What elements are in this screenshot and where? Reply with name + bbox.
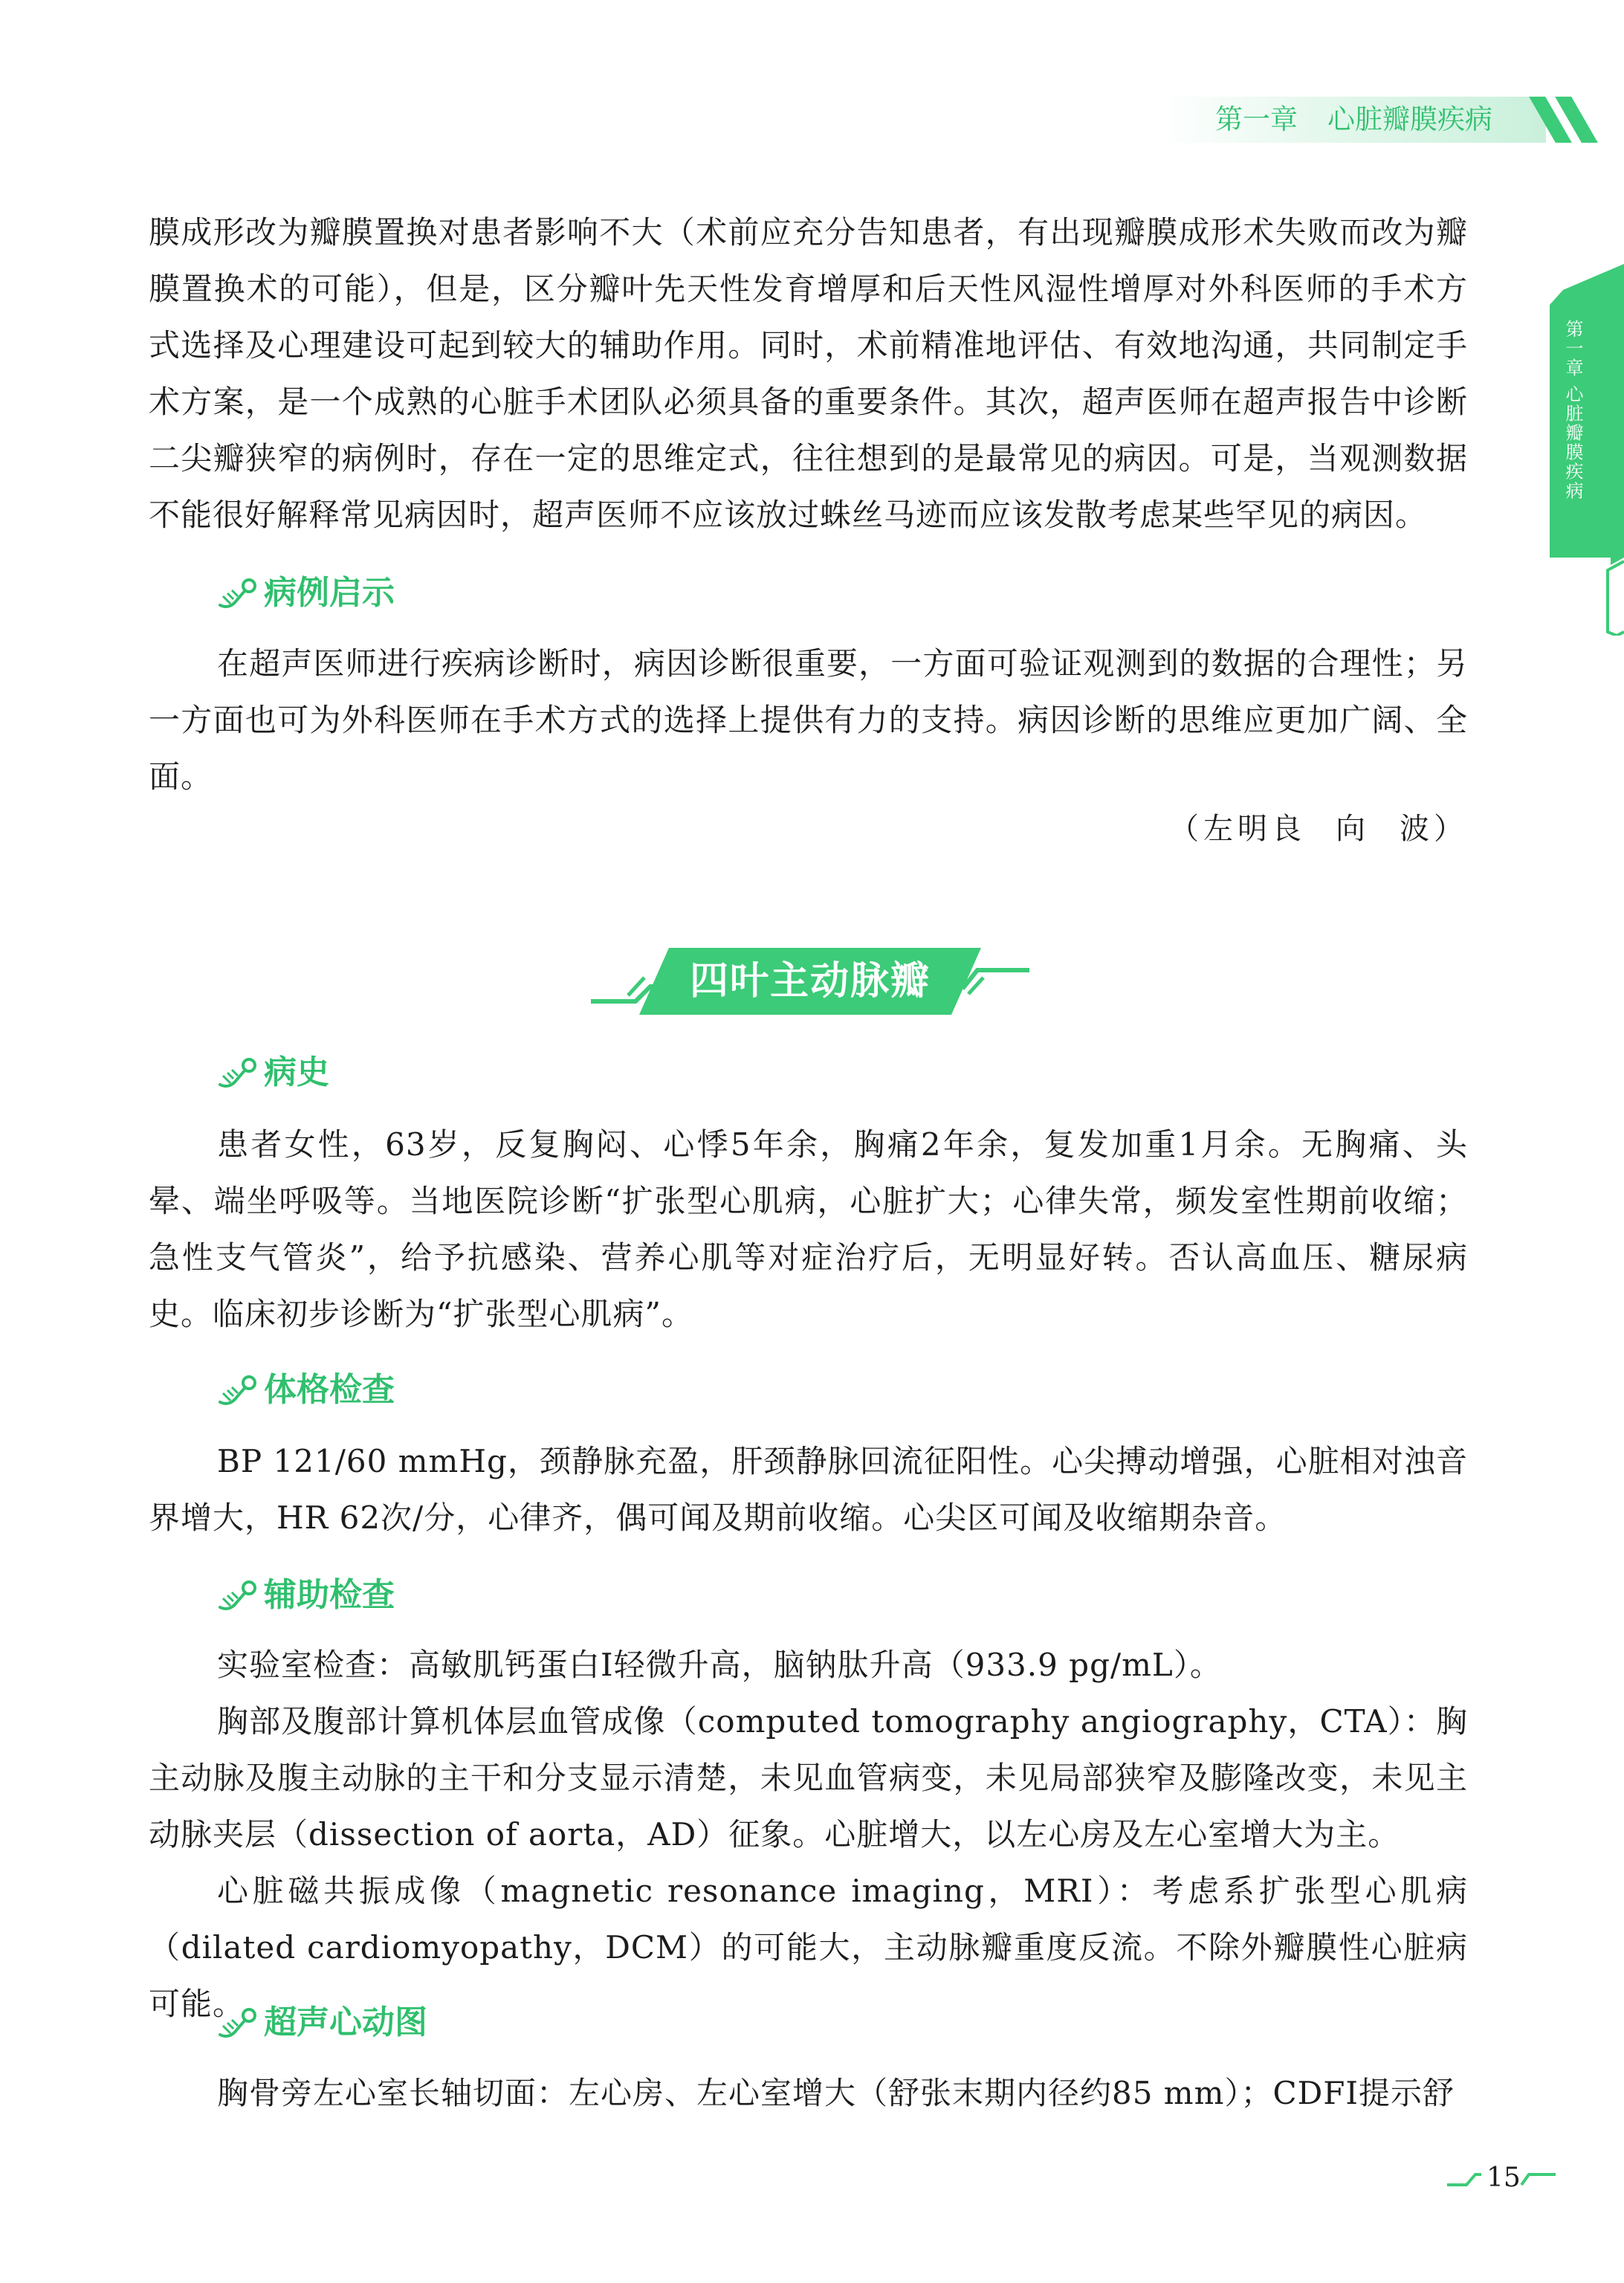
header-chapter: 第一章 [1215,103,1298,135]
physical-exam-text: BP 121/60 mmHg，颈静脉充盈，肝颈静脉回流征阳性。心尖搏动增强，心脏相对浊音界增大，HR 62次/分，心律齐，偶可闻及期前收缩。心尖区可闻及收缩期杂音。 [149,1443,1468,1536]
intro-paragraph: 膜成形改为瓣膜置换对患者影响不大（术前应充分告知患者，有出现瓣膜成形术失败而改为瓣膜置换术的可能），但是，区分瓣叶先天性发育增厚和后天性风湿性增厚对外科医师的手术方式选择及心理建设可起到较大的辅助作用。同时，术前精准地评估、有效地沟通，共同制定手术方案，是一个成熟的心脏手术团队必须具备的重要条件。其次，超声医师在超声报告中诊断二尖瓣狭窄的病例时，存在一定的思维定式，往往想到的是最常见的病因。可是，当观测数据不能很好解释常见病因时，超声医师不应该放过蛛丝马迹而应该发散考虑某些罕见的病因。 [149,214,1468,533]
page-number: 15 [1486,2163,1521,2193]
stethoscope-icon [216,1055,259,1091]
author-name-1: 左明良 [1203,812,1306,846]
stethoscope-icon [216,1372,259,1408]
chapter-header-banner [1159,97,1620,143]
side-tab-text: 第一章 心脏瓣膜疾病 [1562,320,1583,501]
stethoscope-icon [216,575,259,611]
history-text: 患者女性，63岁，反复胸闷、心悸5年余，胸痛2年余，复发加重1月余。无胸痛、头晕、端坐呼吸等。当地医院诊断“扩张型心肌病，心脏扩大；心律失常，频发室性期前收缩；急性支气管炎”，给予抗感染、营养心肌等对症治疗后，无明显好转。否认高血压、糖尿病史。临床初步诊断为“扩张型心肌病”。 [149,1126,1468,1332]
cta-text: 胸部及腹部计算机体层血管成像（computed tomography angiography，CTA）：胸主动脉及腹主动脉的主干和分支显示清楚，未见血管病变，未见局部狭窄及膨隆改变，未见主动脉夹层（dissection of aorta，AD）征象。心脏增大，以左心房及左心室增大为主。 [149,1703,1468,1853]
page-number-right-ornament [1520,2167,1557,2189]
case-title-banner [591,948,1029,1015]
case-insight-text: 在超声医师进行疾病诊断时，病因诊断很重要，一方面可验证观测到的数据的合理性；另一方面也可为外科医师在手术方式的选择上提供有力的支持。病因诊断的思维应更加广阔、全面。 [149,645,1468,795]
author-name-2a: 向 [1336,812,1370,846]
case-title: 四叶主动脉瓣 [689,958,931,1004]
page-number-left-ornament [1446,2167,1483,2189]
lab-test-text: 实验室检查：高敏肌钙蛋白I轻微升高，脑钠肽升高（933.9 pg/mL）。 [217,1647,1222,1683]
stethoscope-icon [216,2005,259,2041]
header-title: 心脏瓣膜疾病 [1327,103,1492,135]
mri-text: 心脏磁共振成像（magnetic resonance imaging，MRI）：考虑系扩张型心肌病（dilated cardiomyopathy，DCM）的可能大，主动脉瓣重度反流。不除外瓣膜性心脏病可能。 [149,1873,1468,2022]
echo-text: 胸骨旁左心室长轴切面：左心房、左心室增大（舒张末期内径约85 mm）；CDFI提示舒 [217,2075,1455,2111]
stethoscope-icon [216,1578,259,1613]
authors: （左明良 向 波） [1169,812,1468,846]
author-name-2b: 波 [1400,812,1434,846]
header-text [1215,97,1492,143]
